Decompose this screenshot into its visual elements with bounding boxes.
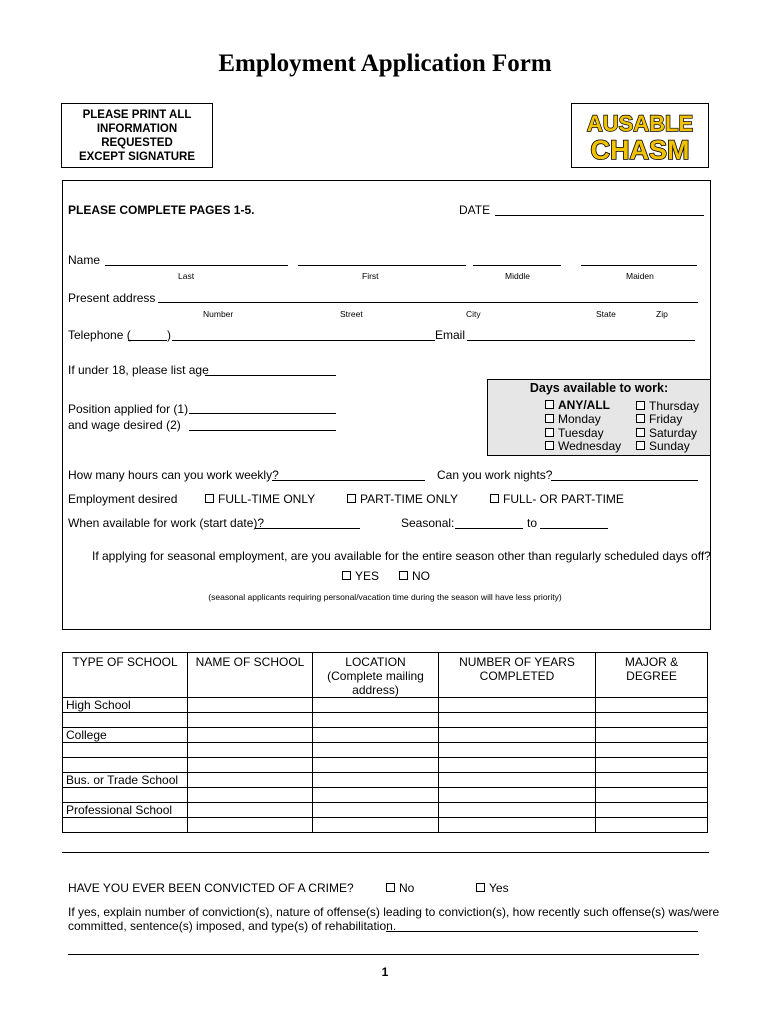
table-header-row: [63, 653, 708, 698]
school-type-cell: [63, 713, 188, 728]
checkbox-icon: [636, 401, 645, 410]
table-cell[interactable]: [188, 758, 313, 773]
checkbox-icon: [545, 441, 554, 450]
table-cell[interactable]: [188, 818, 313, 833]
crime-explain-text: If yes, explain number of conviction(s), nature of offense(s) leading to conviction(s), how recently such offense(s) was/were: [68, 905, 720, 919]
school-type-cell: [63, 758, 188, 773]
table-cell[interactable]: [596, 698, 708, 713]
table-cell[interactable]: [596, 818, 708, 833]
school-type-cell: Professional School: [63, 803, 188, 818]
telephone-label: Telephone (: [68, 328, 131, 342]
part-time-option[interactable]: PART-TIME ONLY: [347, 492, 458, 506]
hours-label: How many hours can you work weekly?: [68, 468, 279, 482]
last-name-field[interactable]: [105, 265, 288, 266]
name-label: Name: [68, 253, 101, 267]
table-row[interactable]: [63, 728, 708, 743]
table-cell[interactable]: [439, 818, 596, 833]
checkbox-icon: [205, 494, 214, 503]
school-type-cell: [63, 743, 188, 758]
print-notice-line: EXCEPT SIGNATURE: [78, 150, 196, 163]
table-cell[interactable]: [439, 803, 596, 818]
seasonal-question: If applying for seasonal employment, are you available for the entire season other than regularly scheduled days off?: [92, 549, 711, 563]
table-header-cell: NAME OF SCHOOL: [188, 653, 313, 698]
checkbox-icon: [386, 883, 395, 892]
maiden-name-field[interactable]: [581, 265, 697, 266]
logo-box: [571, 103, 709, 168]
school-type-cell: College: [63, 728, 188, 743]
day-monday[interactable]: Monday: [545, 412, 601, 426]
street-sublabel: Street: [340, 309, 363, 319]
table-row[interactable]: [63, 743, 708, 758]
complete-pages-note: PLEASE COMPLETE PAGES 1-5.: [68, 203, 255, 217]
table-row[interactable]: [63, 773, 708, 788]
crime-yes-option[interactable]: Yes: [476, 881, 509, 895]
hours-field[interactable]: [272, 480, 425, 481]
checkbox-icon: [490, 494, 499, 503]
telephone-field[interactable]: [172, 340, 435, 341]
middle-name-field[interactable]: [473, 265, 561, 266]
full-or-part-time-option[interactable]: FULL- OR PART-TIME: [490, 492, 624, 506]
employment-desired-label: Employment desired: [68, 492, 178, 506]
table-cell[interactable]: [188, 728, 313, 743]
table-cell[interactable]: [596, 788, 708, 803]
table-header-cell: LOCATION (Complete mailing address): [313, 653, 439, 698]
start-date-label: When available for work (start date)?: [68, 516, 265, 530]
zip-sublabel: Zip: [656, 309, 668, 319]
school-type-cell: [63, 818, 188, 833]
seasonal-from-field[interactable]: [455, 528, 523, 529]
svg-text:CHASM: CHASM: [590, 135, 690, 165]
table-cell[interactable]: [313, 803, 439, 818]
table-cell[interactable]: [188, 803, 313, 818]
number-sublabel: Number: [203, 309, 234, 319]
day-tuesday[interactable]: Tuesday: [545, 426, 604, 440]
table-cell[interactable]: [596, 743, 708, 758]
day-friday[interactable]: Friday: [636, 412, 682, 426]
table-cell[interactable]: [188, 773, 313, 788]
table-cell[interactable]: [313, 713, 439, 728]
table-cell[interactable]: [313, 728, 439, 743]
table-cell[interactable]: [313, 773, 439, 788]
first-sublabel: First: [362, 271, 379, 281]
area-code-field[interactable]: [128, 340, 167, 341]
table-row[interactable]: [63, 818, 708, 833]
table-cell[interactable]: [188, 713, 313, 728]
table-cell[interactable]: [596, 773, 708, 788]
checkbox-icon: [545, 400, 554, 409]
section-divider: [62, 852, 709, 853]
date-label: DATE: [459, 203, 491, 217]
school-type-cell: Bus. or Trade School: [63, 773, 188, 788]
days-available-box: [487, 379, 711, 456]
days-title: Days available to work:: [529, 381, 669, 395]
telephone-paren: ): [167, 328, 171, 342]
wage-label: and wage desired (2): [68, 418, 181, 432]
table-row[interactable]: [63, 698, 708, 713]
checkbox-icon: [342, 571, 351, 580]
crime-question: HAVE YOU EVER BEEN CONVICTED OF A CRIME?: [68, 881, 354, 895]
checkbox-icon: [545, 428, 554, 437]
school-type-cell: [63, 788, 188, 803]
checkbox-icon: [636, 441, 645, 450]
table-cell[interactable]: [596, 728, 708, 743]
checkbox-icon: [636, 414, 645, 423]
nights-field[interactable]: [551, 480, 698, 481]
table-row[interactable]: [63, 713, 708, 728]
table-cell[interactable]: [439, 743, 596, 758]
table-row[interactable]: [63, 803, 708, 818]
day-any-all[interactable]: ANY/ALL: [545, 398, 610, 412]
table-cell[interactable]: [439, 758, 596, 773]
table-row[interactable]: [63, 758, 708, 773]
table-cell[interactable]: [313, 758, 439, 773]
checkbox-icon: [545, 414, 554, 423]
crime-explain-field[interactable]: [386, 931, 698, 932]
position-1-field[interactable]: [189, 413, 336, 414]
date-field[interactable]: [495, 215, 704, 216]
table-cell[interactable]: [439, 788, 596, 803]
position-label: Position applied for (1): [68, 402, 189, 416]
page-number: 1: [381, 965, 389, 979]
table-cell[interactable]: [439, 698, 596, 713]
address-field[interactable]: [158, 302, 698, 303]
table-cell[interactable]: [596, 758, 708, 773]
start-date-field[interactable]: [255, 528, 360, 529]
age-field[interactable]: [205, 375, 336, 376]
day-sunday[interactable]: Sunday: [636, 439, 690, 453]
seasonal-note: (seasonal applicants requiring personal/vacation time during the season will have less priority): [208, 592, 562, 602]
table-cell[interactable]: [313, 818, 439, 833]
print-notice-line: PLEASE PRINT ALL: [82, 108, 192, 121]
checkbox-icon: [636, 428, 645, 437]
table-cell[interactable]: [188, 698, 313, 713]
footer-rule: [68, 954, 699, 955]
address-label: Present address: [68, 291, 156, 305]
day-thursday[interactable]: Thursday: [636, 399, 699, 413]
table-cell[interactable]: [439, 713, 596, 728]
print-notice-line: INFORMATION REQUESTED: [96, 122, 178, 149]
state-sublabel: State: [596, 309, 616, 319]
city-sublabel: City: [466, 309, 481, 319]
table-header-cell: MAJOR & DEGREE: [596, 653, 708, 698]
age-label: If under 18, please list age: [68, 363, 209, 377]
table-cell[interactable]: [313, 743, 439, 758]
table-header-cell: NUMBER OF YEARS COMPLETED: [439, 653, 596, 698]
table-header-cell: TYPE OF SCHOOL: [63, 653, 188, 698]
day-saturday[interactable]: Saturday: [636, 426, 697, 440]
full-time-option[interactable]: FULL-TIME ONLY: [205, 492, 315, 506]
svg-text:AUSABLE: AUSABLE: [586, 111, 694, 136]
form-title: Employment Application Form: [218, 50, 552, 77]
table-row[interactable]: [63, 788, 708, 803]
education-table: [62, 652, 708, 833]
table-cell[interactable]: [188, 743, 313, 758]
nights-label: Can you work nights?: [437, 468, 553, 482]
table-cell[interactable]: [313, 698, 439, 713]
day-wednesday[interactable]: Wednesday: [545, 439, 621, 453]
print-instructions-box: [61, 103, 213, 168]
table-cell[interactable]: [596, 803, 708, 818]
seasonal-label: Seasonal:: [401, 516, 455, 530]
table-cell[interactable]: [439, 773, 596, 788]
seasonal-no-option[interactable]: NO: [399, 569, 430, 583]
checkbox-icon: [476, 883, 485, 892]
middle-sublabel: Middle: [505, 271, 531, 281]
ausable-chasm-logo: [580, 107, 700, 165]
last-sublabel: Last: [178, 271, 195, 281]
checkbox-icon: [399, 571, 408, 580]
seasonal-to-label: to: [527, 516, 538, 530]
first-name-field[interactable]: [298, 265, 466, 266]
email-label: Email: [435, 328, 466, 342]
seasonal-to-field[interactable]: [540, 528, 608, 529]
table-cell[interactable]: [596, 713, 708, 728]
checkbox-icon: [347, 494, 356, 503]
table-cell[interactable]: [439, 728, 596, 743]
seasonal-yes-option[interactable]: YES: [342, 569, 379, 583]
crime-no-option[interactable]: No: [386, 881, 414, 895]
maiden-sublabel: Maiden: [626, 271, 654, 281]
table-cell[interactable]: [188, 788, 313, 803]
table-cell[interactable]: [313, 788, 439, 803]
email-field[interactable]: [467, 340, 695, 341]
crime-explain-text-2: committed, sentence(s) imposed, and type(s) of rehabilitation.: [68, 919, 397, 933]
position-2-field[interactable]: [189, 430, 336, 431]
school-type-cell: High School: [63, 698, 188, 713]
